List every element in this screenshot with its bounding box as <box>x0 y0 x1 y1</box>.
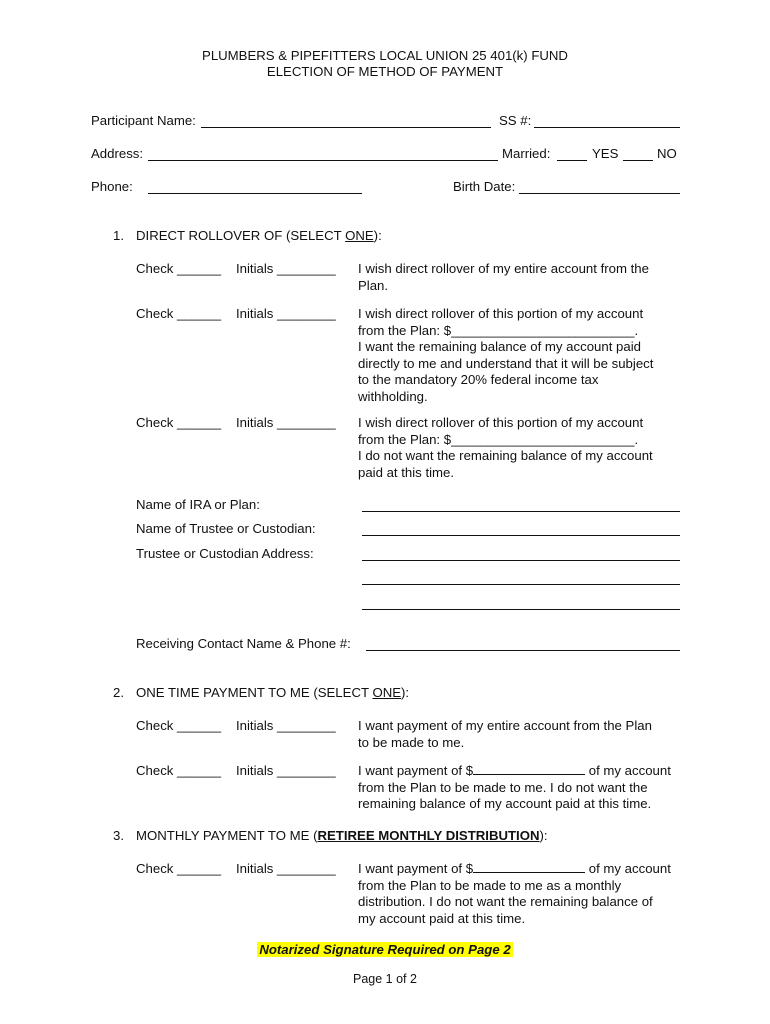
initials-blank[interactable]: Initials ________ <box>236 415 336 430</box>
receiving-contact-label: Receiving Contact Name & Phone #: <box>136 636 351 651</box>
section2-heading: ONE TIME PAYMENT TO ME (SELECT ONE): <box>136 685 410 700</box>
check-blank[interactable]: Check ______ <box>136 718 222 733</box>
check-blank[interactable]: Check ______ <box>136 763 222 778</box>
ira-name-label: Name of IRA or Plan: <box>136 497 260 512</box>
check-blank[interactable]: Check ______ <box>136 415 222 430</box>
initials-blank[interactable]: Initials ________ <box>236 763 336 778</box>
section3-option-text: I want payment of $ of my account from the Plan to be made to me as a monthly distribution. I do not want the remaining balance of my account paid at this time. <box>358 861 671 926</box>
address-label: Address: <box>91 146 144 161</box>
married-label: Married: <box>502 146 551 161</box>
ss-field[interactable] <box>534 127 680 128</box>
initials-blank[interactable]: Initials ________ <box>236 718 336 733</box>
phone-field[interactable] <box>148 193 362 194</box>
page-number: Page 1 of 2 <box>353 972 417 986</box>
amount-field[interactable] <box>473 861 585 873</box>
ira-name-field[interactable] <box>362 511 680 512</box>
married-no-label: NO <box>657 146 677 161</box>
section2-number: 2. <box>113 685 124 700</box>
section3-number: 3. <box>113 828 124 843</box>
trustee-address-field-3[interactable] <box>362 609 680 610</box>
form-title-line1: PLUMBERS & PIPEFITTERS LOCAL UNION 25 401(k) FUND <box>202 48 568 63</box>
section3-heading: MONTHLY PAYMENT TO ME (RETIREE MONTHLY DISTRIBUTION): <box>136 828 548 843</box>
notarized-notice: Notarized Signature Required on Page 2 <box>259 942 511 957</box>
birth-date-label: Birth Date: <box>453 179 516 194</box>
section1-option2-text: I wish direct rollover of this portion of my account from the Plan: $_________________________. I want the remaining balance of my account paid directly to me and understand that it will be subject to the mandatory 20% federal income tax withholding. <box>358 306 654 404</box>
phone-label: Phone: <box>91 179 133 194</box>
section2-option2-text: I want payment of $ of my account from the Plan to be made to me. I do not want the remaining balance of my account paid at this time. <box>358 763 671 811</box>
section1-option3-text: I wish direct rollover of this portion of my account from the Plan: $_________________________. I do not want the remaining balance of my account paid at this time. <box>358 415 653 480</box>
initials-blank[interactable]: Initials ________ <box>236 261 336 276</box>
check-blank[interactable]: Check ______ <box>136 306 222 321</box>
form-title-line2: ELECTION OF METHOD OF PAYMENT <box>266 64 504 79</box>
check-blank[interactable]: Check ______ <box>136 861 222 876</box>
trustee-address-field-2[interactable] <box>362 584 680 585</box>
trustee-name-label: Name of Trustee or Custodian: <box>136 521 316 536</box>
amount-field[interactable] <box>473 763 585 775</box>
section2-option1-text: I want payment of my entire account from the Plan to be made to me. <box>358 718 652 750</box>
section1-heading: DIRECT ROLLOVER OF (SELECT ONE): <box>136 228 382 243</box>
married-yes-label: YES <box>592 146 619 161</box>
initials-blank[interactable]: Initials ________ <box>236 861 336 876</box>
married-no-field[interactable] <box>623 160 653 161</box>
address-field[interactable] <box>148 160 498 161</box>
initials-blank[interactable]: Initials ________ <box>236 306 336 321</box>
receiving-contact-field[interactable] <box>366 650 680 651</box>
married-yes-field[interactable] <box>557 160 587 161</box>
section1-number: 1. <box>113 228 124 243</box>
trustee-address-label: Trustee or Custodian Address: <box>136 546 314 561</box>
section1-option1-text: I wish direct rollover of my entire account from the Plan. <box>358 261 649 293</box>
participant-name-field[interactable] <box>201 127 491 128</box>
check-blank[interactable]: Check ______ <box>136 261 222 276</box>
trustee-address-field-1[interactable] <box>362 560 680 561</box>
birth-date-field[interactable] <box>519 193 680 194</box>
ss-label: SS #: <box>499 113 532 128</box>
participant-name-label: Participant Name: <box>91 113 196 128</box>
trustee-name-field[interactable] <box>362 535 680 536</box>
